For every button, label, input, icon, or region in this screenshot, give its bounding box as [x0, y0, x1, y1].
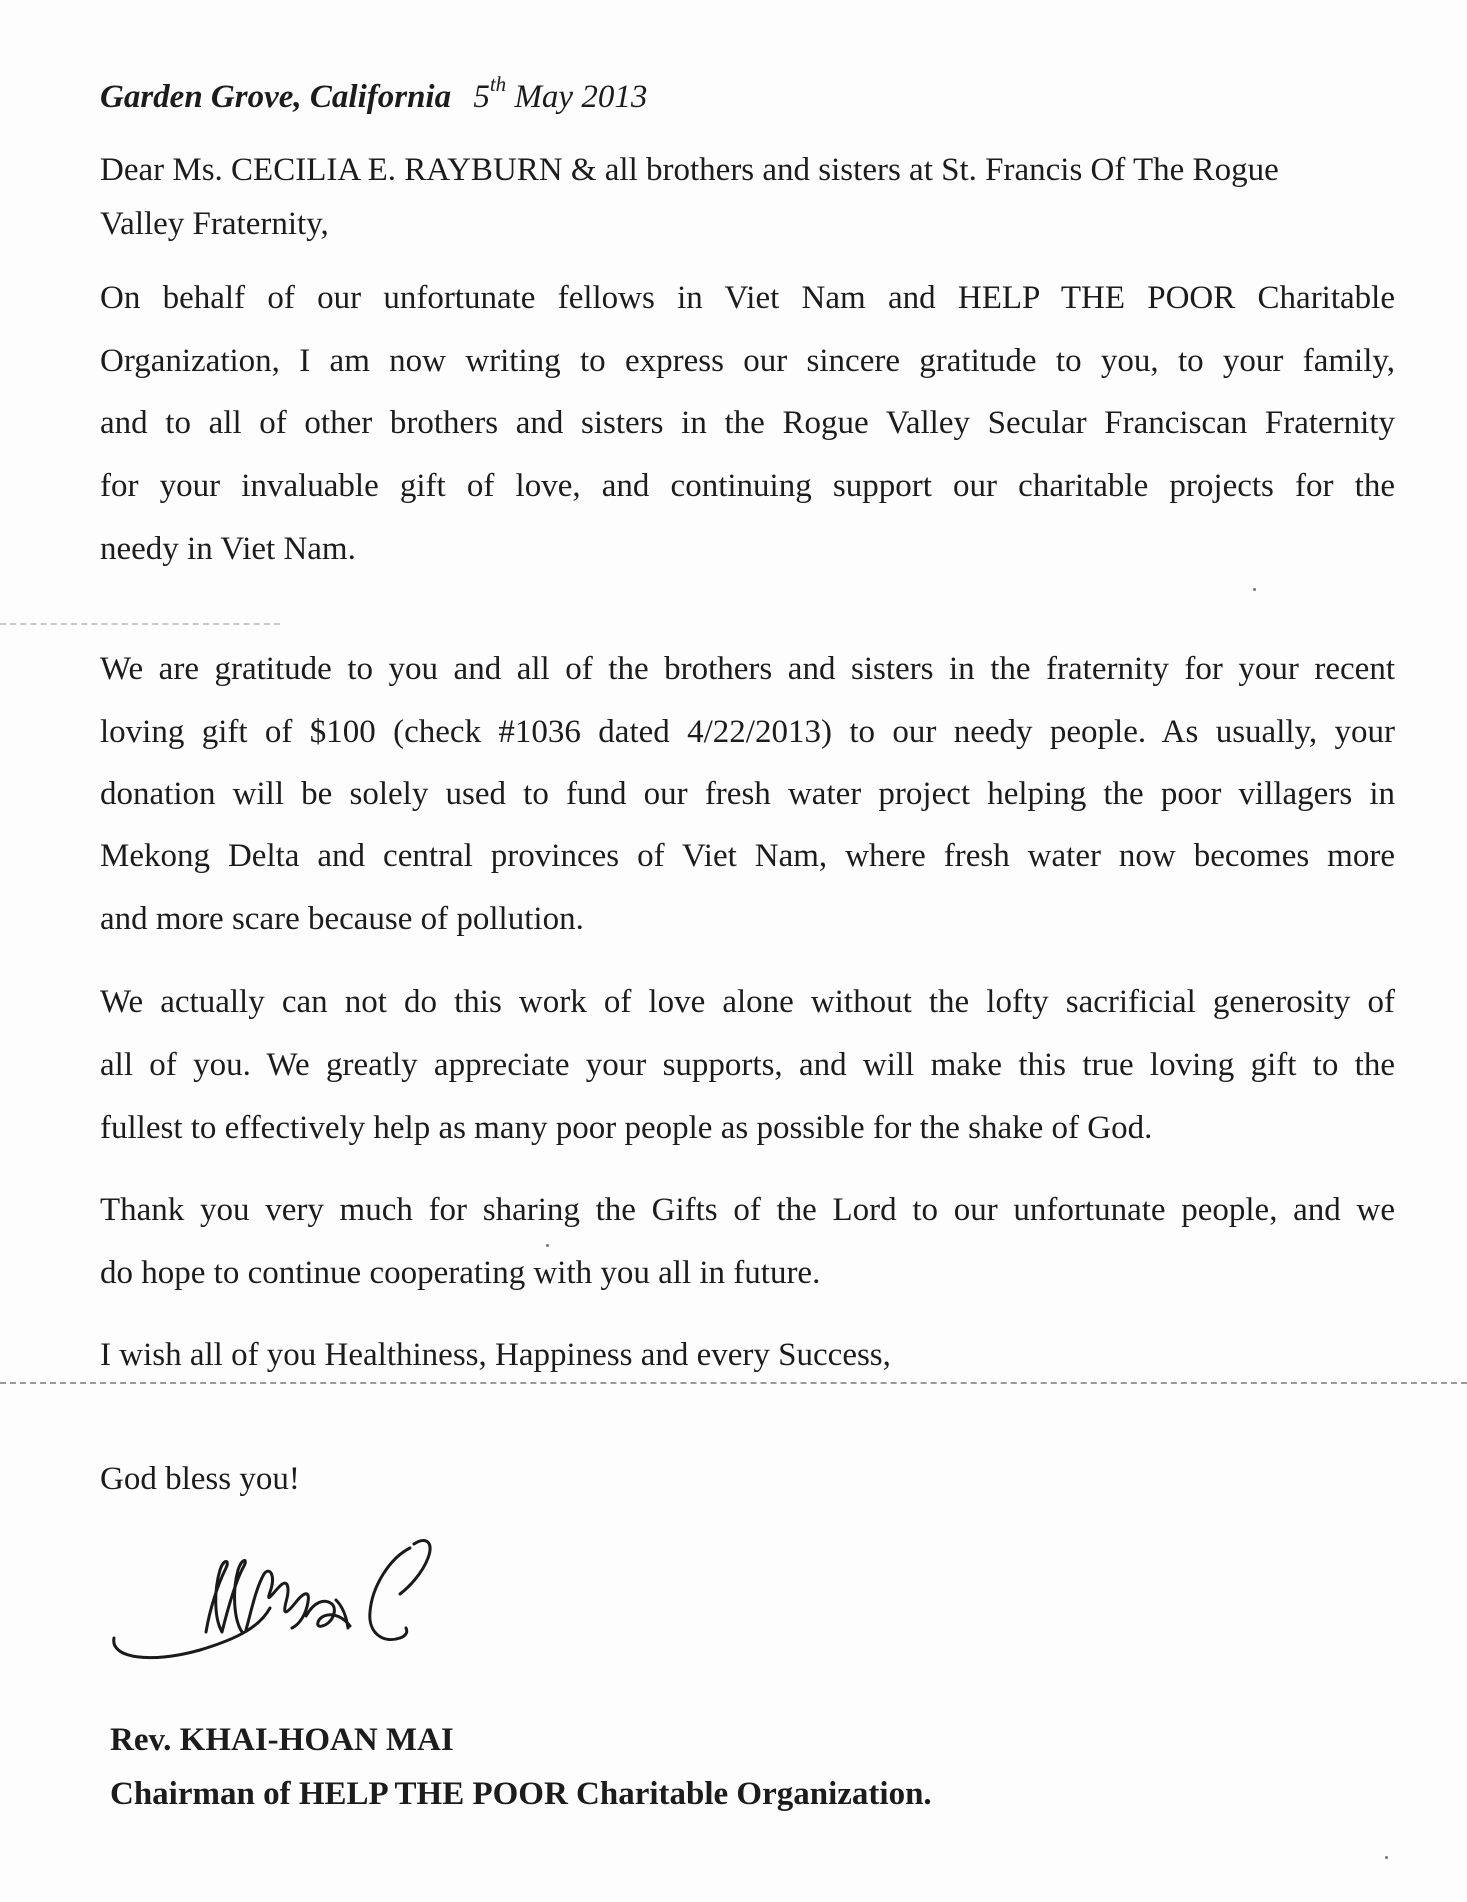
letter-date-day: 5 — [473, 79, 490, 115]
paragraph-4-line: Thank you very much for sharing the Gifts of the Lord to our unfortunate people, and we — [100, 1192, 1395, 1228]
salutation-line-1: Dear Ms. CECILIA E. RAYBURN & all brothers and sisters at St. Francis Of The Rogue — [100, 152, 1279, 188]
fold-line — [0, 1382, 1467, 1384]
scan-speck — [1253, 588, 1256, 591]
scan-speck — [546, 1244, 549, 1247]
letter-date — [473, 72, 648, 115]
paragraph-2-line: We are gratitude to you and all of the brothers and sisters in the fraternity for your recent — [100, 651, 1395, 687]
paragraph-3-line: fullest to effectively help as many poor people as possible for the shake of God. — [100, 1110, 1153, 1146]
paragraph-4-line: do hope to continue cooperating with you all in future. — [100, 1255, 821, 1291]
letter-date-month-year: May 2013 — [514, 79, 648, 115]
paragraph-2-line: Mekong Delta and central provinces of Viet Nam, where fresh water now becomes more — [100, 838, 1395, 874]
paragraph-1-line: Organization, I am now writing to express our sincere gratitude to you, to your family, — [100, 343, 1395, 379]
letter-date-suffix: th — [489, 72, 507, 96]
paragraph-2-line: loving gift of $100 (check #1036 dated 4/22/2013) to our needy people. As usually, your — [100, 714, 1395, 750]
paragraph-2-line: and more scare because of pollution. — [100, 901, 584, 937]
scan-speck — [1385, 1856, 1388, 1859]
letter-heading — [100, 72, 648, 116]
paragraph-1-line: for your invaluable gift of love, and continuing support our charitable projects for the — [100, 468, 1395, 504]
signatory-name: Rev. KHAI-HOAN MAI — [110, 1722, 454, 1758]
signatory-title: Chairman of HELP THE POOR Charitable Organization. — [110, 1776, 932, 1812]
closing-blessing: God bless you! — [100, 1461, 300, 1497]
fold-mark — [0, 623, 280, 625]
paragraph-1-line: On behalf of our unfortunate fellows in Viet Nam and HELP THE POOR Charitable — [100, 280, 1395, 316]
paragraph-3-line: We actually can not do this work of love alone without the lofty sacrificial generosity of — [100, 984, 1395, 1020]
paragraph-3-line: all of you. We greatly appreciate your supports, and will make this true loving gift to the — [100, 1047, 1395, 1083]
salutation-line-2: Valley Fraternity, — [100, 206, 329, 242]
letter-place: Garden Grove, California — [100, 79, 452, 115]
paragraph-2-line: donation will be solely used to fund our fresh water project helping the poor villagers in — [100, 776, 1395, 812]
closing-wishes: I wish all of you Healthiness, Happiness and every Success, — [100, 1337, 891, 1373]
paragraph-1-line: needy in Viet Nam. — [100, 531, 356, 567]
handwritten-signature — [110, 1528, 470, 1673]
paragraph-1-line: and to all of other brothers and sisters in the Rogue Valley Secular Franciscan Fraternity — [100, 405, 1395, 441]
